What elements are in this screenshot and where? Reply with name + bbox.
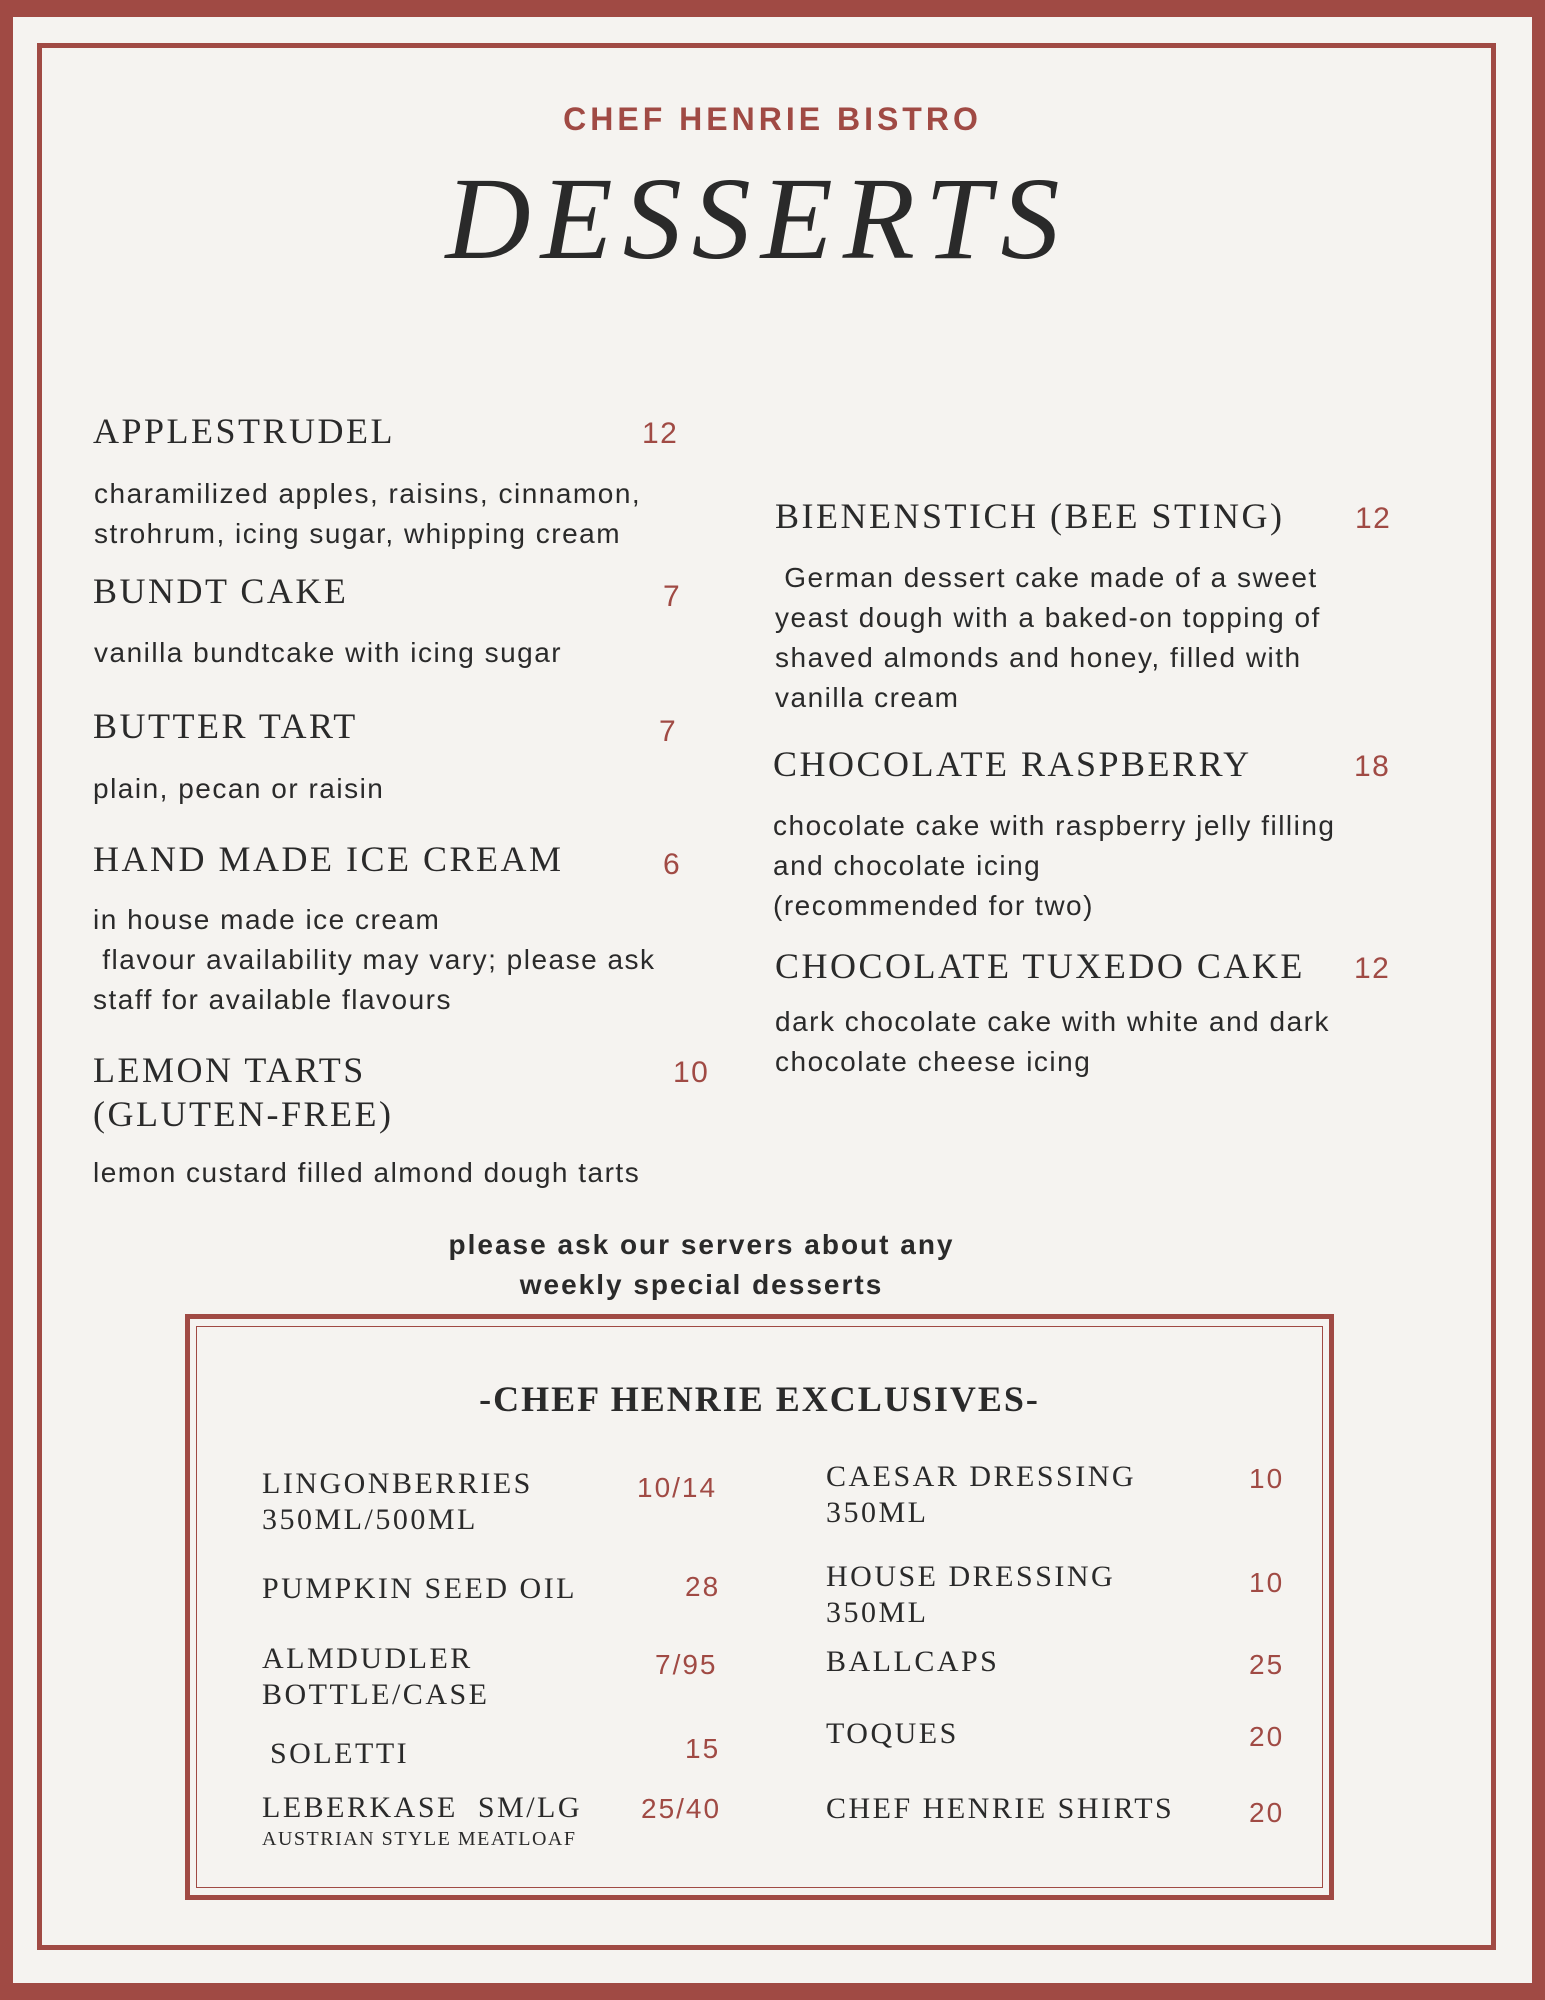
dessert-price: 18 bbox=[1354, 750, 1391, 783]
dessert-price: 12 bbox=[642, 417, 679, 450]
exclusive-item-name: CAESAR DRESSING 350ML bbox=[826, 1460, 1137, 1529]
dessert-description: vanilla bundtcake with icing sugar bbox=[94, 637, 563, 668]
exclusive-item-price: 28 bbox=[685, 1571, 721, 1602]
exclusive-item-price: 15 bbox=[685, 1733, 721, 1764]
dessert-name: LEMON TARTS (GLUTEN-FREE) bbox=[93, 1050, 394, 1134]
dessert-description: chocolate cake with raspberry jelly filling and chocolate icing (recommended for two) bbox=[773, 810, 1336, 921]
dessert-description: dark chocolate cake with white and dark chocolate cheese icing bbox=[775, 1006, 1330, 1077]
dessert-name: CHOCOLATE RASPBERRY bbox=[773, 744, 1252, 784]
dessert-description: in house made ice cream flavour availability may vary; please ask staff for available flavours bbox=[93, 904, 656, 1015]
exclusive-item-price: 10 bbox=[1249, 1463, 1285, 1494]
dessert-price: 10 bbox=[673, 1056, 710, 1089]
dessert-name: BUTTER TART bbox=[93, 706, 358, 746]
exclusive-item-name: CHEF HENRIE SHIRTS bbox=[826, 1792, 1175, 1825]
dessert-name: CHOCOLATE TUXEDO CAKE bbox=[775, 946, 1305, 986]
exclusive-item-price: 10 bbox=[1249, 1567, 1285, 1598]
exclusive-item-name: LINGONBERRIES 350ML/500ML bbox=[262, 1467, 533, 1536]
exclusive-item-price: 20 bbox=[1249, 1721, 1285, 1752]
exclusive-item-name: PUMPKIN SEED OIL bbox=[262, 1572, 578, 1605]
dessert-description: plain, pecan or raisin bbox=[93, 773, 385, 804]
dessert-description: German dessert cake made of a sweet yeast dough with a baked-on topping of shaved almonds and honey, filled with vanilla cream bbox=[775, 562, 1321, 713]
special-desserts-note: please ask our servers about any weekly special desserts bbox=[448, 1229, 955, 1300]
exclusive-item-name: HOUSE DRESSING 350ML bbox=[826, 1560, 1116, 1629]
exclusive-item-subtitle: AUSTRIAN STYLE MEATLOAF bbox=[262, 1828, 577, 1850]
exclusive-item-name: TOQUES bbox=[826, 1717, 959, 1750]
exclusive-item-name: ALMDUDLER BOTTLE/CASE bbox=[262, 1642, 490, 1711]
page-title: DESSERTS bbox=[445, 153, 1070, 284]
dessert-price: 6 bbox=[663, 848, 682, 881]
exclusives-title: -CHEF HENRIE EXCLUSIVES- bbox=[479, 1379, 1040, 1419]
dessert-price: 7 bbox=[663, 580, 682, 613]
exclusive-item-name: SOLETTI bbox=[260, 1737, 410, 1770]
exclusive-item-price: 10/14 bbox=[637, 1472, 718, 1503]
dessert-name: APPLESTRUDEL bbox=[93, 411, 396, 451]
dessert-price: 12 bbox=[1355, 502, 1392, 535]
dessert-description: charamilized apples, raisins, cinnamon, strohrum, icing sugar, whipping cream bbox=[94, 478, 642, 549]
exclusive-item-name: LEBERKASE SM/LG bbox=[262, 1791, 583, 1824]
exclusive-item-price: 20 bbox=[1249, 1797, 1285, 1828]
dessert-price: 7 bbox=[659, 715, 678, 748]
dessert-name: HAND MADE ICE CREAM bbox=[93, 839, 564, 879]
dessert-price: 12 bbox=[1354, 952, 1391, 985]
dessert-description: lemon custard filled almond dough tarts bbox=[93, 1157, 641, 1188]
exclusive-item-price: 7/95 bbox=[655, 1649, 718, 1680]
restaurant-name: CHEF HENRIE BISTRO bbox=[563, 101, 982, 137]
exclusive-item-price: 25/40 bbox=[641, 1793, 722, 1824]
exclusive-item-price: 25 bbox=[1249, 1649, 1285, 1680]
dessert-name: BUNDT CAKE bbox=[93, 571, 349, 611]
exclusive-item-name: BALLCAPS bbox=[826, 1645, 1000, 1678]
dessert-name: BIENENSTICH (BEE STING) bbox=[775, 496, 1285, 536]
